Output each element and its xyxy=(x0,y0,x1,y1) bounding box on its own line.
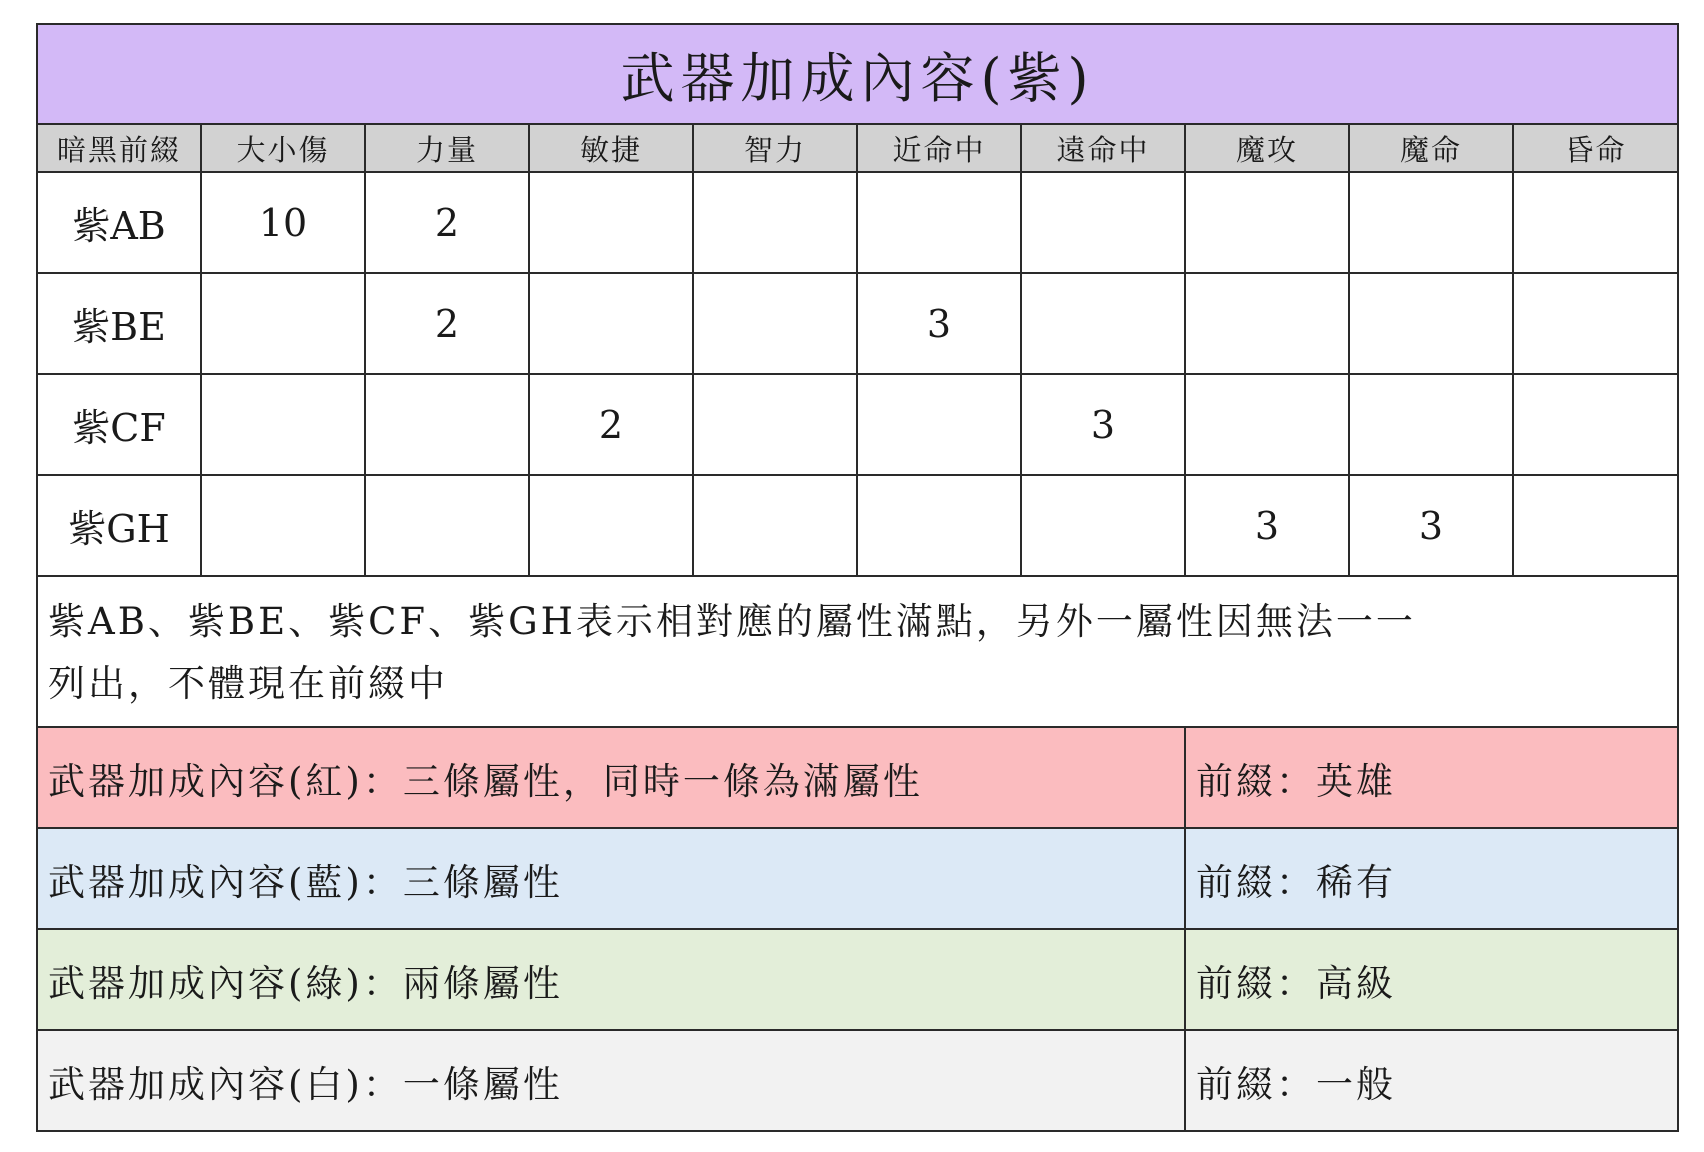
table-cell xyxy=(857,374,1021,475)
header-magic-hit: 魔命 xyxy=(1349,124,1513,172)
table-cell xyxy=(1185,374,1349,475)
table-cell xyxy=(1513,172,1678,273)
header-ranged-hit: 遠命中 xyxy=(1021,124,1185,172)
table-cell xyxy=(1349,273,1513,374)
table-row xyxy=(37,172,1678,273)
table-title: 武器加成內容(紫) xyxy=(37,24,1678,124)
table-cell xyxy=(1021,273,1185,374)
table-cell xyxy=(1185,172,1349,273)
tier-prefix: 前綴：英雄 xyxy=(1185,727,1678,828)
table-cell xyxy=(1513,374,1678,475)
title-row xyxy=(37,24,1678,124)
header-prefix: 暗黑前綴 xyxy=(37,124,201,172)
row-label: 紫BE xyxy=(37,273,201,374)
table-cell: 10 xyxy=(201,172,365,273)
table-row xyxy=(37,273,1678,374)
table-cell: 2 xyxy=(529,374,693,475)
table-cell: 3 xyxy=(1185,475,1349,576)
header-agility: 敏捷 xyxy=(529,124,693,172)
table-cell xyxy=(365,374,529,475)
table-cell: 2 xyxy=(365,172,529,273)
tier-row-blue xyxy=(37,828,1678,929)
row-label: 紫AB xyxy=(37,172,201,273)
table-cell: 3 xyxy=(857,273,1021,374)
row-label: 紫GH xyxy=(37,475,201,576)
tier-row-white xyxy=(37,1030,1678,1131)
tier-description: 武器加成內容(藍)：三條屬性 xyxy=(37,828,1185,929)
row-label: 紫CF xyxy=(37,374,201,475)
header-strength: 力量 xyxy=(365,124,529,172)
header-magic-attack: 魔攻 xyxy=(1185,124,1349,172)
table-cell: 3 xyxy=(1349,475,1513,576)
weapon-bonus-table xyxy=(36,23,1679,1132)
table-cell: 2 xyxy=(365,273,529,374)
tier-prefix: 前綴：一般 xyxy=(1185,1030,1678,1131)
bonus-sheet xyxy=(36,23,1677,1132)
table-cell: 3 xyxy=(1021,374,1185,475)
note-row xyxy=(37,576,1678,727)
table-row xyxy=(37,374,1678,475)
table-cell xyxy=(1513,273,1678,374)
table-cell xyxy=(1513,475,1678,576)
header-melee-hit: 近命中 xyxy=(857,124,1021,172)
table-cell xyxy=(201,273,365,374)
tier-row-red xyxy=(37,727,1678,828)
table-cell xyxy=(857,475,1021,576)
table-cell xyxy=(693,475,857,576)
header-row xyxy=(37,124,1678,172)
header-stun-hit: 昏命 xyxy=(1513,124,1678,172)
table-cell xyxy=(857,172,1021,273)
table-cell xyxy=(201,374,365,475)
table-cell xyxy=(529,475,693,576)
tier-description: 武器加成內容(綠)：兩條屬性 xyxy=(37,929,1185,1030)
table-cell xyxy=(1021,172,1185,273)
table-row xyxy=(37,475,1678,576)
table-cell xyxy=(1349,172,1513,273)
tier-description: 武器加成內容(白)：一條屬性 xyxy=(37,1030,1185,1131)
header-damage: 大小傷 xyxy=(201,124,365,172)
table-cell xyxy=(365,475,529,576)
table-cell xyxy=(529,273,693,374)
table-cell xyxy=(1021,475,1185,576)
note-line-1: 紫AB、紫BE、紫CF、紫GH表示相對應的屬性滿點，另外一屬性因無法一一 xyxy=(48,599,1416,643)
tier-row-green xyxy=(37,929,1678,1030)
tier-description: 武器加成內容(紅)：三條屬性，同時一條為滿屬性 xyxy=(37,727,1185,828)
table-cell xyxy=(693,172,857,273)
note-line-2: 列出，不體現在前綴中 xyxy=(48,661,448,705)
tier-prefix: 前綴：稀有 xyxy=(1185,828,1678,929)
tier-prefix: 前綴：高級 xyxy=(1185,929,1678,1030)
table-cell xyxy=(1349,374,1513,475)
header-intelligence: 智力 xyxy=(693,124,857,172)
table-cell xyxy=(529,172,693,273)
table-cell xyxy=(201,475,365,576)
table-cell xyxy=(693,374,857,475)
note-text xyxy=(37,576,1678,727)
table-cell xyxy=(693,273,857,374)
table-cell xyxy=(1185,273,1349,374)
